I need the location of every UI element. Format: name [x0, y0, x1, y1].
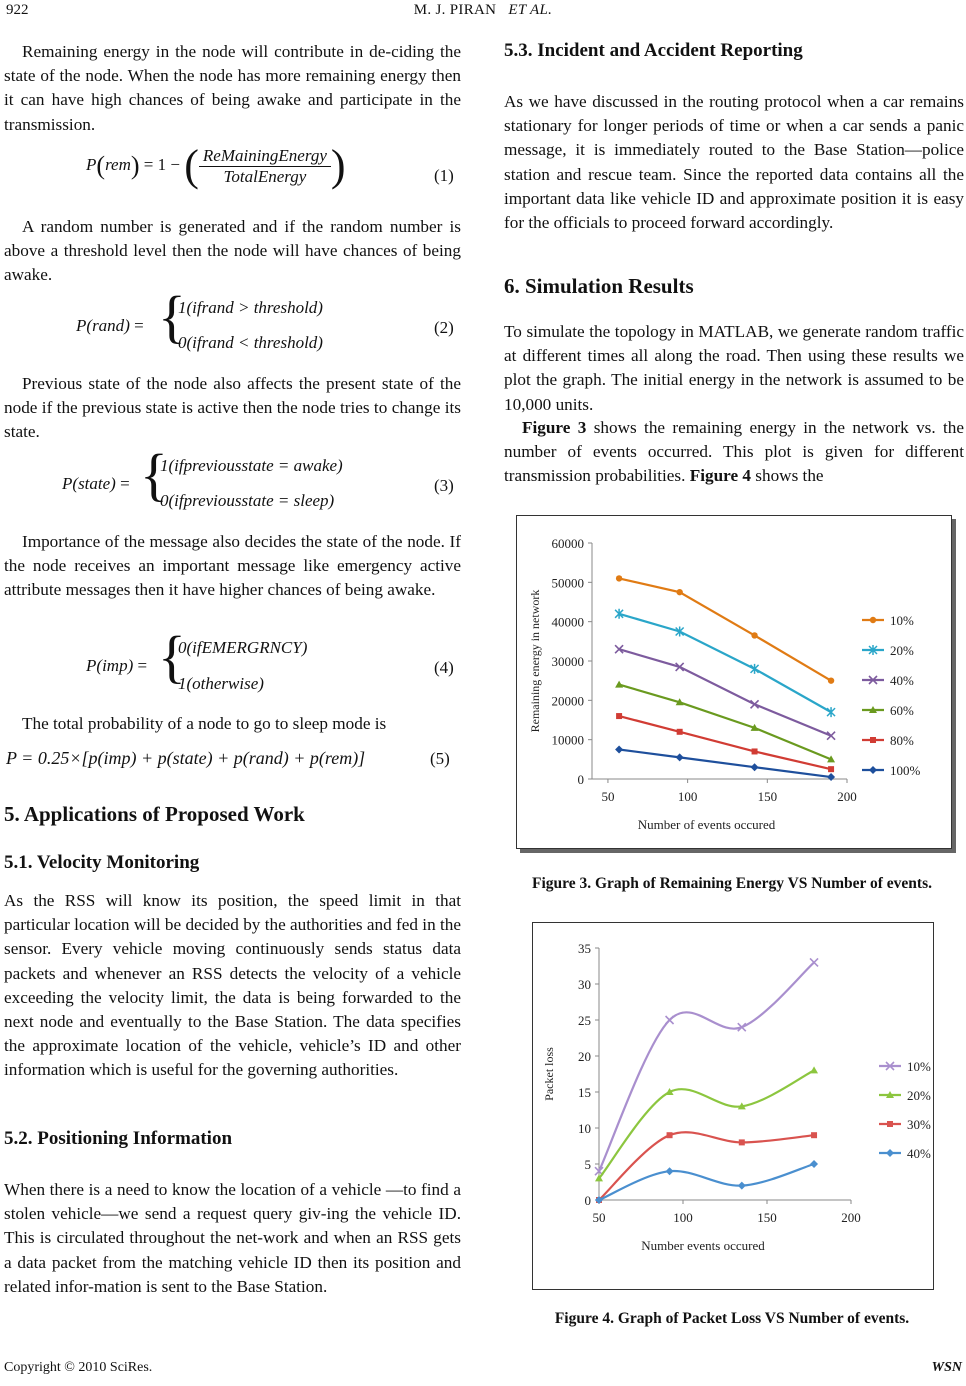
running-header — [0, 2, 966, 19]
equation-4-brace: { — [158, 624, 186, 689]
y-tick-label: 20000 — [551, 693, 584, 709]
y-axis-label: Packet loss — [542, 1047, 556, 1101]
eq1-numerator: ReMainingEnergy — [199, 146, 331, 167]
series-20% — [595, 1066, 818, 1181]
y-tick-label: 10 — [578, 1121, 591, 1136]
data-point — [810, 958, 818, 966]
legend-label: 100% — [890, 763, 921, 778]
figure-3-reference: Figure 3 — [522, 418, 587, 437]
footer-copyright: Copyright © 2010 SciRes. — [4, 1360, 153, 1375]
data-point — [810, 1066, 818, 1073]
left-paragraph-1: Remaining energy in the node will contribute in de-ciding the state of the node. When the node has more remaining energy then it can have high chances of being awake and participate in the transmission. — [4, 42, 461, 134]
equation-1: P(rem) = 1 − ( $\frac{\text{ReMainingEnergy}}{\text{TotalEnergy}}$ ) — [86, 141, 346, 190]
x-axis-label: Number of events occured — [637, 817, 776, 832]
x-tick-label: 100 — [673, 1210, 693, 1225]
data-point — [751, 632, 757, 638]
equation-4-number: (4) — [434, 658, 454, 677]
data-point — [751, 664, 759, 674]
x-tick-label: 200 — [837, 789, 857, 804]
equation-3-lhs: P(state) = — [62, 474, 130, 493]
figure-3-caption: Figure 3. Graph of Remaining Energy VS Number of events. — [532, 875, 932, 892]
equation-3-case-2: 0(ifpreviousstate = sleep) — [160, 491, 335, 510]
series-line — [599, 1132, 814, 1200]
x-tick-label: 50 — [601, 789, 615, 804]
left-paragraph-3: Previous state of the node also affects the present state of the node if the previous state is active then the node tries to change its state. — [4, 374, 461, 442]
series-30% — [596, 1132, 817, 1203]
data-point — [827, 707, 835, 717]
y-tick-label: 5 — [584, 1157, 591, 1172]
figure-3-frame — [516, 515, 952, 849]
section-5-heading: 5. Applications of Proposed Work — [4, 802, 305, 826]
legend-marker — [870, 737, 876, 743]
legend-label: 20% — [890, 643, 914, 658]
x-tick-label: 150 — [757, 789, 778, 804]
equation-5: P = 0.25×[p(imp) + p(state) + p(rand) + p(rem)] — [6, 748, 366, 768]
legend-label: 30% — [907, 1117, 931, 1132]
legend-label: 60% — [890, 703, 914, 718]
legend-label: 10% — [907, 1059, 931, 1074]
data-point — [810, 1160, 818, 1168]
y-tick-label: 0 — [584, 1193, 591, 1208]
footer-journal: WSN — [931, 1360, 962, 1375]
data-point — [828, 766, 834, 772]
equation-3-brace: { — [140, 442, 168, 507]
figure-4-caption: Figure 4. Graph of Packet Loss VS Number of events. — [554, 1310, 910, 1327]
x-tick-label: 150 — [757, 1210, 777, 1225]
data-point — [676, 753, 684, 761]
data-point — [667, 1132, 673, 1138]
equation-4-lhs: P(imp) = — [86, 656, 148, 675]
legend-label: 40% — [907, 1146, 931, 1161]
right-paragraph-3: Figure 3 shows the remaining energy in the network vs. the number of events occurred. This plot is given for different transmission probabilities. Figure 4 shows the — [504, 418, 965, 486]
series-line — [619, 750, 831, 778]
equation-3-case-1: 1(ifpreviousstate = awake) — [160, 456, 343, 475]
figure-4-reference: Figure 4 — [689, 466, 751, 486]
data-point — [751, 763, 759, 771]
data-point — [666, 1167, 674, 1175]
series-10% — [616, 575, 834, 684]
left-paragraph-5: The total probability of a node to go to sleep mode is — [22, 714, 387, 733]
y-tick-label: 15 — [578, 1085, 591, 1100]
section-5-1-heading: 5.1. Velocity Monitoring — [4, 852, 200, 873]
data-point — [676, 589, 682, 595]
equation-2-case-1: 1(ifrand > threshold) — [178, 298, 323, 317]
equation-4-case-2: 1(otherwise) — [178, 674, 264, 693]
left-paragraph-2: A random number is generated and if the random number is above a threshold level then the node will have chances of being awake. — [4, 217, 461, 285]
legend-label: 80% — [890, 733, 914, 748]
equation-2-case-2: 0(ifrand < threshold) — [178, 333, 323, 352]
data-point — [811, 1132, 817, 1138]
y-tick-label: 20 — [578, 1049, 591, 1064]
data-point — [828, 677, 834, 683]
left-paragraph-6: As the RSS will know its position, the speed limit in that particular location will be decided by the authorities and fed in the sensor. Every vehicle moving continuously sends status data packets and whenever an RSS detects the velocity of a vehicle exceeding the velocity limit, the data is being forwarded to the next node and eventually to the Base Station. The data specifies the approximate location of the vehicle, vehicle’s ID and other information which is useful for the governing authorities. — [4, 891, 461, 1080]
section-5-3-heading: 5.3. Incident and Accident Reporting — [504, 40, 803, 61]
y-tick-label: 35 — [578, 941, 591, 956]
x-tick-label: 100 — [677, 789, 698, 804]
data-point — [752, 748, 758, 754]
equation-2-lhs: P(rand) = — [76, 316, 144, 335]
eq1-denominator: TotalEnergy — [223, 166, 307, 186]
x-tick-label: 200 — [841, 1210, 861, 1225]
series-line — [619, 578, 831, 680]
figure-4-frame — [532, 922, 934, 1290]
legend-label: 20% — [907, 1088, 931, 1103]
x-tick-label: 50 — [592, 1210, 606, 1225]
data-point — [616, 575, 622, 581]
header-authors: M. J. PIRAN — [413, 2, 497, 18]
figure-4-chart — [533, 923, 933, 1289]
equation-5-number: (5) — [430, 749, 450, 768]
legend-label: 40% — [890, 673, 914, 688]
section-5-2-heading: 5.2. Positioning Information — [4, 1128, 233, 1149]
data-point — [739, 1139, 745, 1145]
section-6-heading: 6. Simulation Results — [504, 274, 694, 298]
equation-1-number: (1) — [434, 166, 454, 185]
equation-2-number: (2) — [434, 318, 454, 337]
series-line — [599, 1164, 814, 1200]
y-tick-label: 60000 — [551, 536, 584, 551]
right-paragraph-1: As we have discussed in the routing protocol when a car remains stationary for longer periods of time or when a car sends a panic message, it is immediately routed to the Base Station—police station and rescue team. Since the reported data contains all the important data like vehicle ID and approximate position it is easy for the officials to proceed forward accordingly. — [504, 92, 964, 233]
y-tick-label: 30 — [578, 977, 591, 992]
series-10% — [595, 958, 818, 1175]
legend-marker — [870, 617, 876, 623]
y-tick-label: 10000 — [551, 732, 584, 748]
y-tick-label: 0 — [577, 772, 584, 787]
data-point — [666, 1016, 674, 1024]
series-60% — [615, 681, 835, 763]
legend-marker — [869, 766, 877, 774]
legend-marker — [886, 1149, 894, 1157]
left-paragraph-7: When there is a need to know the location of a vehicle —to find a stolen vehicle—we send a request query giv-ing the vehicle ID. This is circulated throughout the net-work and when an RSS gets a data packet from the matching vehicle ID then its position and related infor-mation is sent to the Base Station. — [4, 1180, 461, 1296]
series-40% — [595, 1160, 818, 1204]
x-axis-label: Number events occured — [641, 1238, 765, 1253]
data-point — [615, 746, 623, 754]
page-number: 922 — [6, 2, 29, 18]
data-point — [738, 1182, 746, 1190]
left-paragraph-4: Importance of the message also decides the state of the node. If the node receives an important message like emergency active attribute messages then it have higher chances of being awake. — [4, 532, 461, 600]
data-point — [615, 681, 623, 688]
figure-3-chart — [517, 516, 951, 848]
header-et-al: ET AL. — [508, 2, 553, 18]
equation-3-number: (3) — [434, 476, 454, 495]
y-tick-label: 25 — [578, 1013, 591, 1028]
y-tick-label: 50000 — [551, 575, 584, 591]
data-point — [827, 773, 835, 781]
y-axis-label: Remaining energy in network — [528, 589, 542, 733]
legend-marker — [887, 1121, 893, 1127]
equation-4-case-1: 0(ifEMERGRNCY) — [178, 638, 308, 657]
equation-2-brace: { — [158, 284, 186, 349]
series-line — [619, 716, 831, 769]
data-point — [677, 729, 683, 735]
data-point — [616, 713, 622, 719]
y-tick-label: 30000 — [551, 654, 584, 669]
right-paragraph-2: To simulate the topology in MATLAB, we generate random traffic at different times all along the road. Then using these results we plot the graph. The initial energy in the network is assumed to be 10,000 units. — [504, 322, 964, 414]
series-line — [599, 1070, 814, 1178]
legend-label: 10% — [890, 613, 914, 628]
y-tick-label: 40000 — [551, 614, 584, 630]
